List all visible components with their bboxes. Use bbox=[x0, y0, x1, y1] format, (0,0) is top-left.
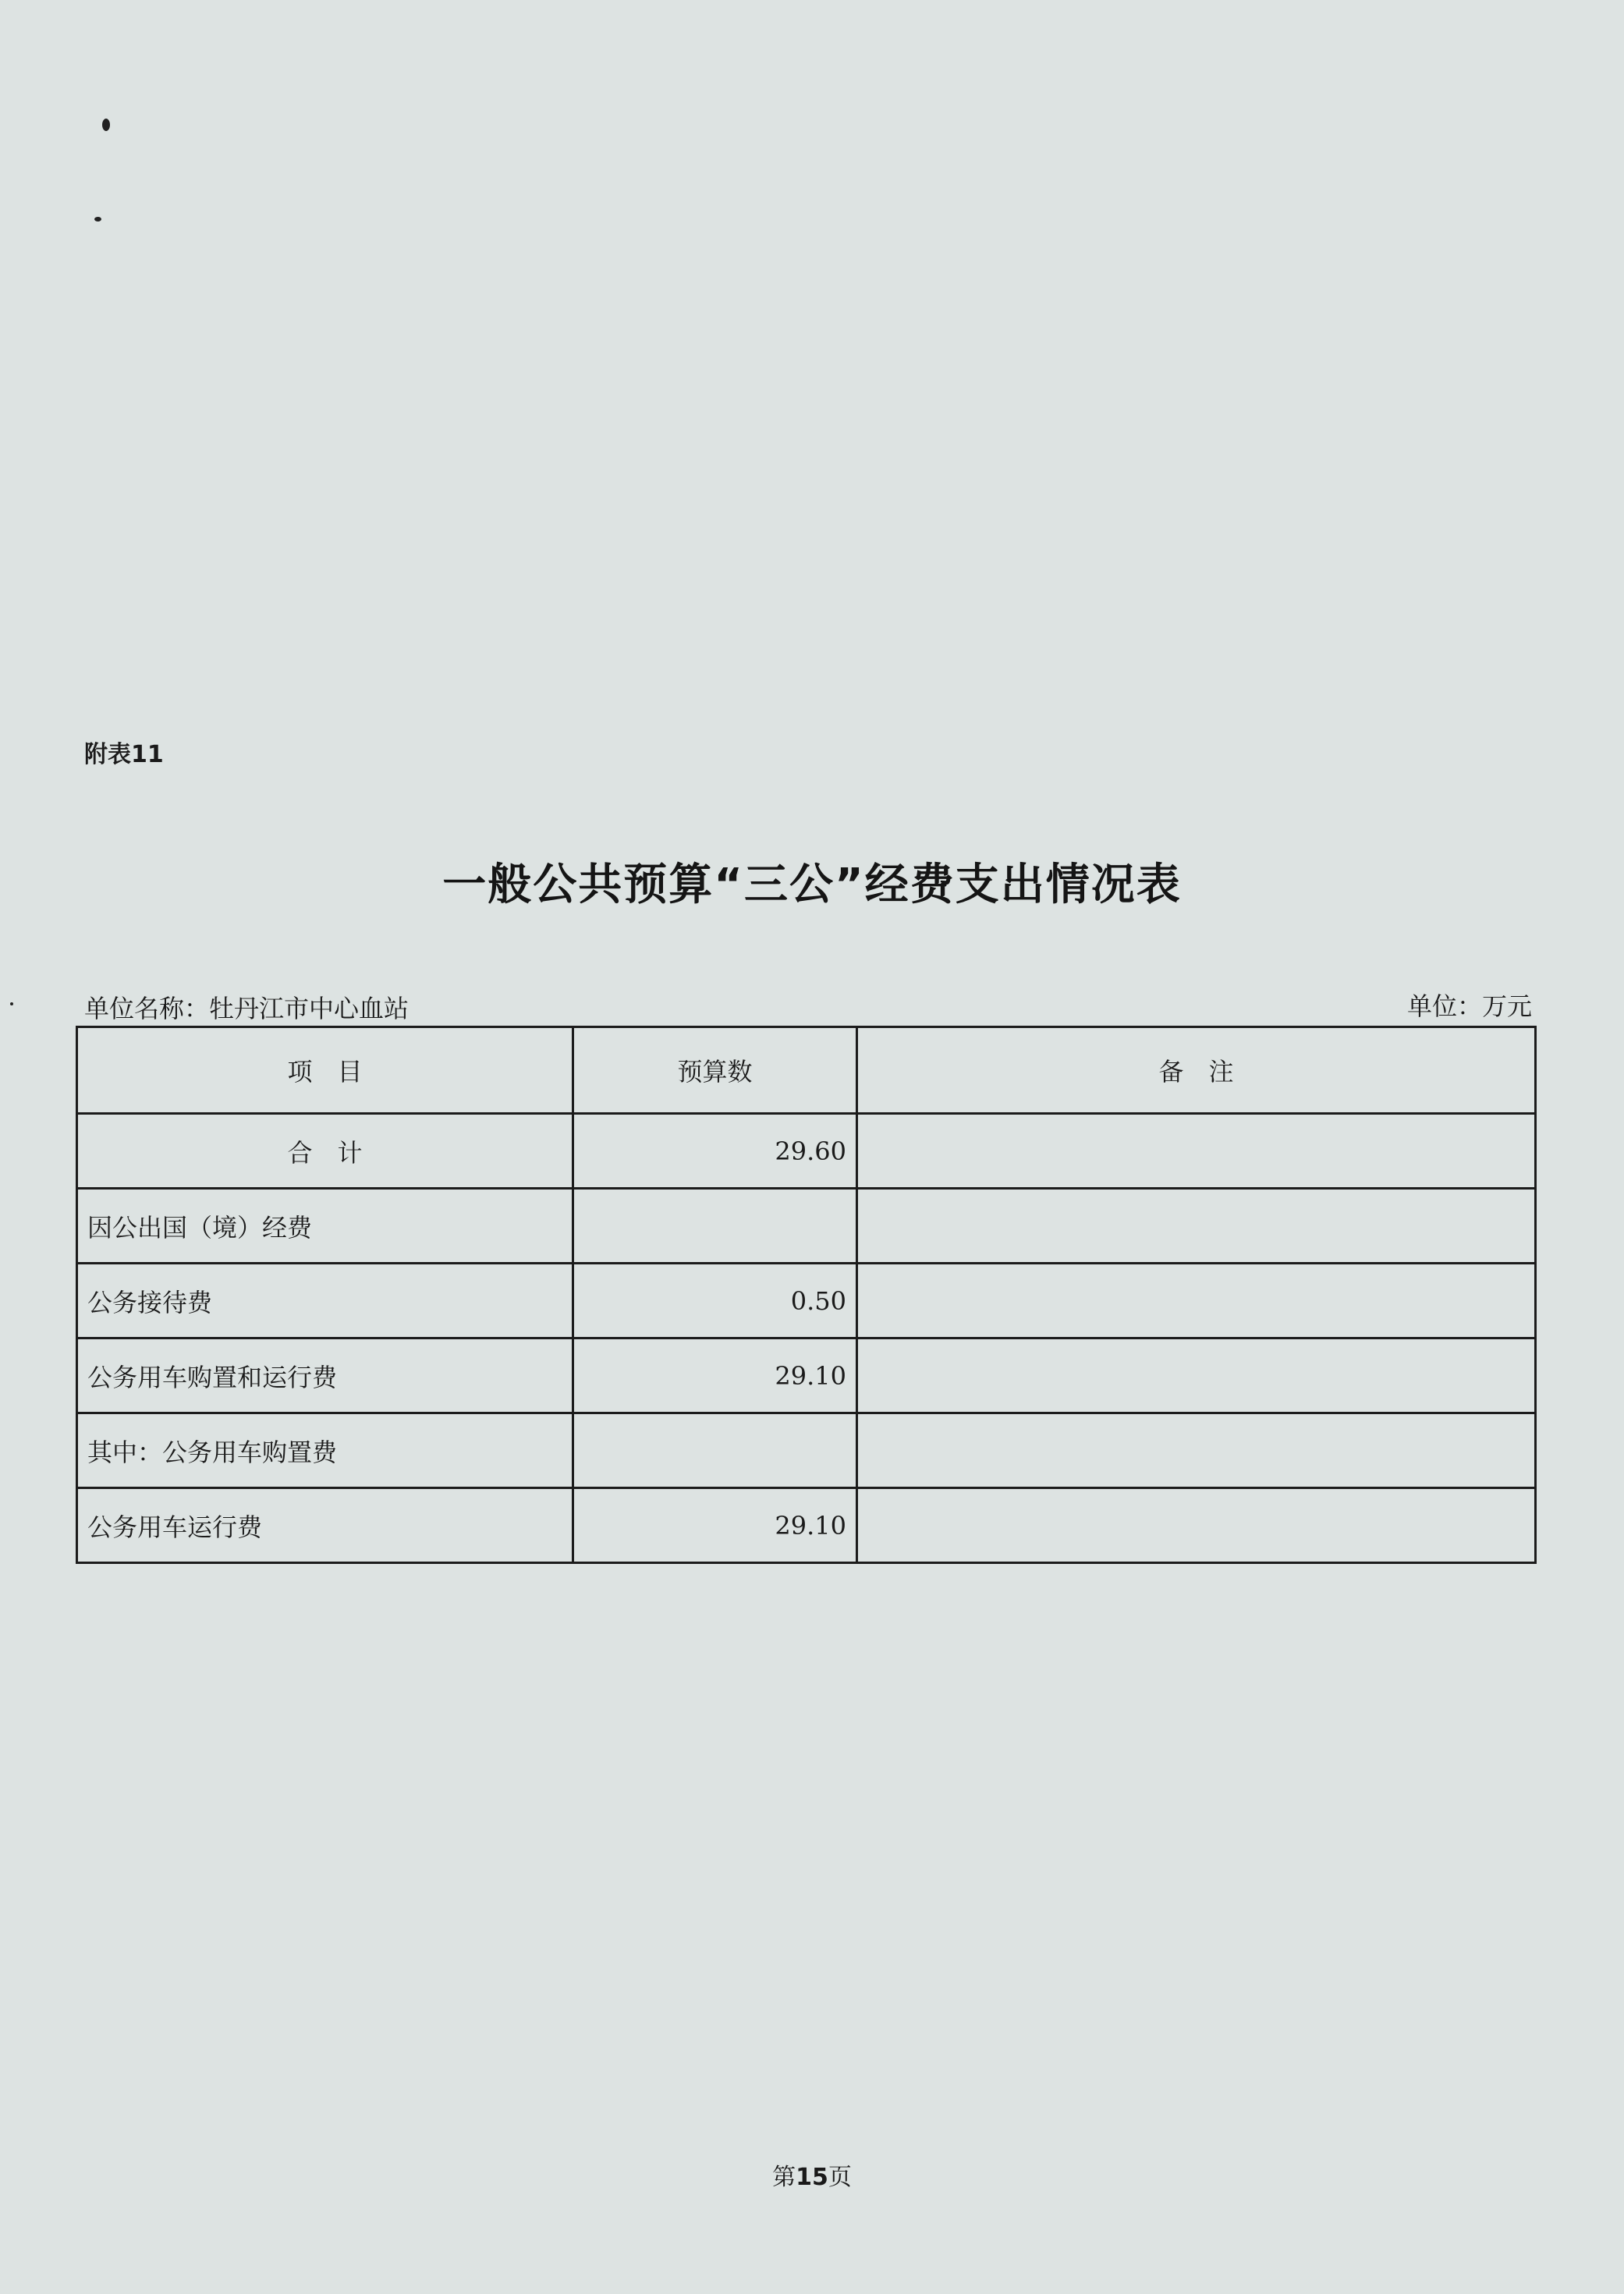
table-row bbox=[77, 1413, 1536, 1488]
appendix-label: 附表11 bbox=[84, 741, 164, 768]
row-item: 合 计 bbox=[77, 1114, 573, 1189]
row-budget: 29.10 bbox=[573, 1488, 857, 1563]
row-note bbox=[857, 1488, 1536, 1563]
row-budget bbox=[573, 1413, 857, 1488]
table-row bbox=[77, 1338, 1536, 1413]
unit-name: 单位名称：牡丹江市中心血站 bbox=[84, 994, 410, 1023]
row-budget: 29.10 bbox=[573, 1338, 857, 1413]
page-number bbox=[0, 2157, 1624, 2192]
header-item: 项 目 bbox=[77, 1027, 573, 1114]
table-row bbox=[77, 1488, 1536, 1563]
page-prefix: 第 bbox=[772, 2164, 796, 2191]
page-title: 一般公共预算“三公”经费支出情况表 bbox=[442, 860, 1182, 910]
row-item: 公务用车运行费 bbox=[77, 1488, 573, 1563]
scan-speck bbox=[94, 217, 101, 222]
table-row bbox=[77, 1114, 1536, 1189]
row-item: 其中：公务用车购置费 bbox=[77, 1413, 573, 1488]
row-item: 公务用车购置和运行费 bbox=[77, 1338, 573, 1413]
three-public-expenses-table bbox=[76, 1026, 1537, 1564]
row-item: 因公出国（境）经费 bbox=[77, 1189, 573, 1264]
row-note bbox=[857, 1264, 1536, 1338]
scan-speck bbox=[10, 1002, 13, 1005]
row-note bbox=[857, 1413, 1536, 1488]
table-header-row bbox=[77, 1027, 1536, 1114]
table-row bbox=[77, 1189, 1536, 1264]
table-row bbox=[77, 1264, 1536, 1338]
row-budget bbox=[573, 1189, 857, 1264]
row-note bbox=[857, 1338, 1536, 1413]
row-budget: 0.50 bbox=[573, 1264, 857, 1338]
row-note bbox=[857, 1114, 1536, 1189]
page-number-value: 15 bbox=[796, 2164, 828, 2191]
row-item: 公务接待费 bbox=[77, 1264, 573, 1338]
header-budget: 预算数 bbox=[573, 1027, 857, 1114]
row-note bbox=[857, 1189, 1536, 1264]
scan-speck bbox=[102, 119, 110, 131]
header-note: 备 注 bbox=[857, 1027, 1536, 1114]
page-suffix: 页 bbox=[828, 2164, 852, 2191]
unit-label: 单位：万元 bbox=[1406, 991, 1532, 1021]
row-budget: 29.60 bbox=[573, 1114, 857, 1189]
